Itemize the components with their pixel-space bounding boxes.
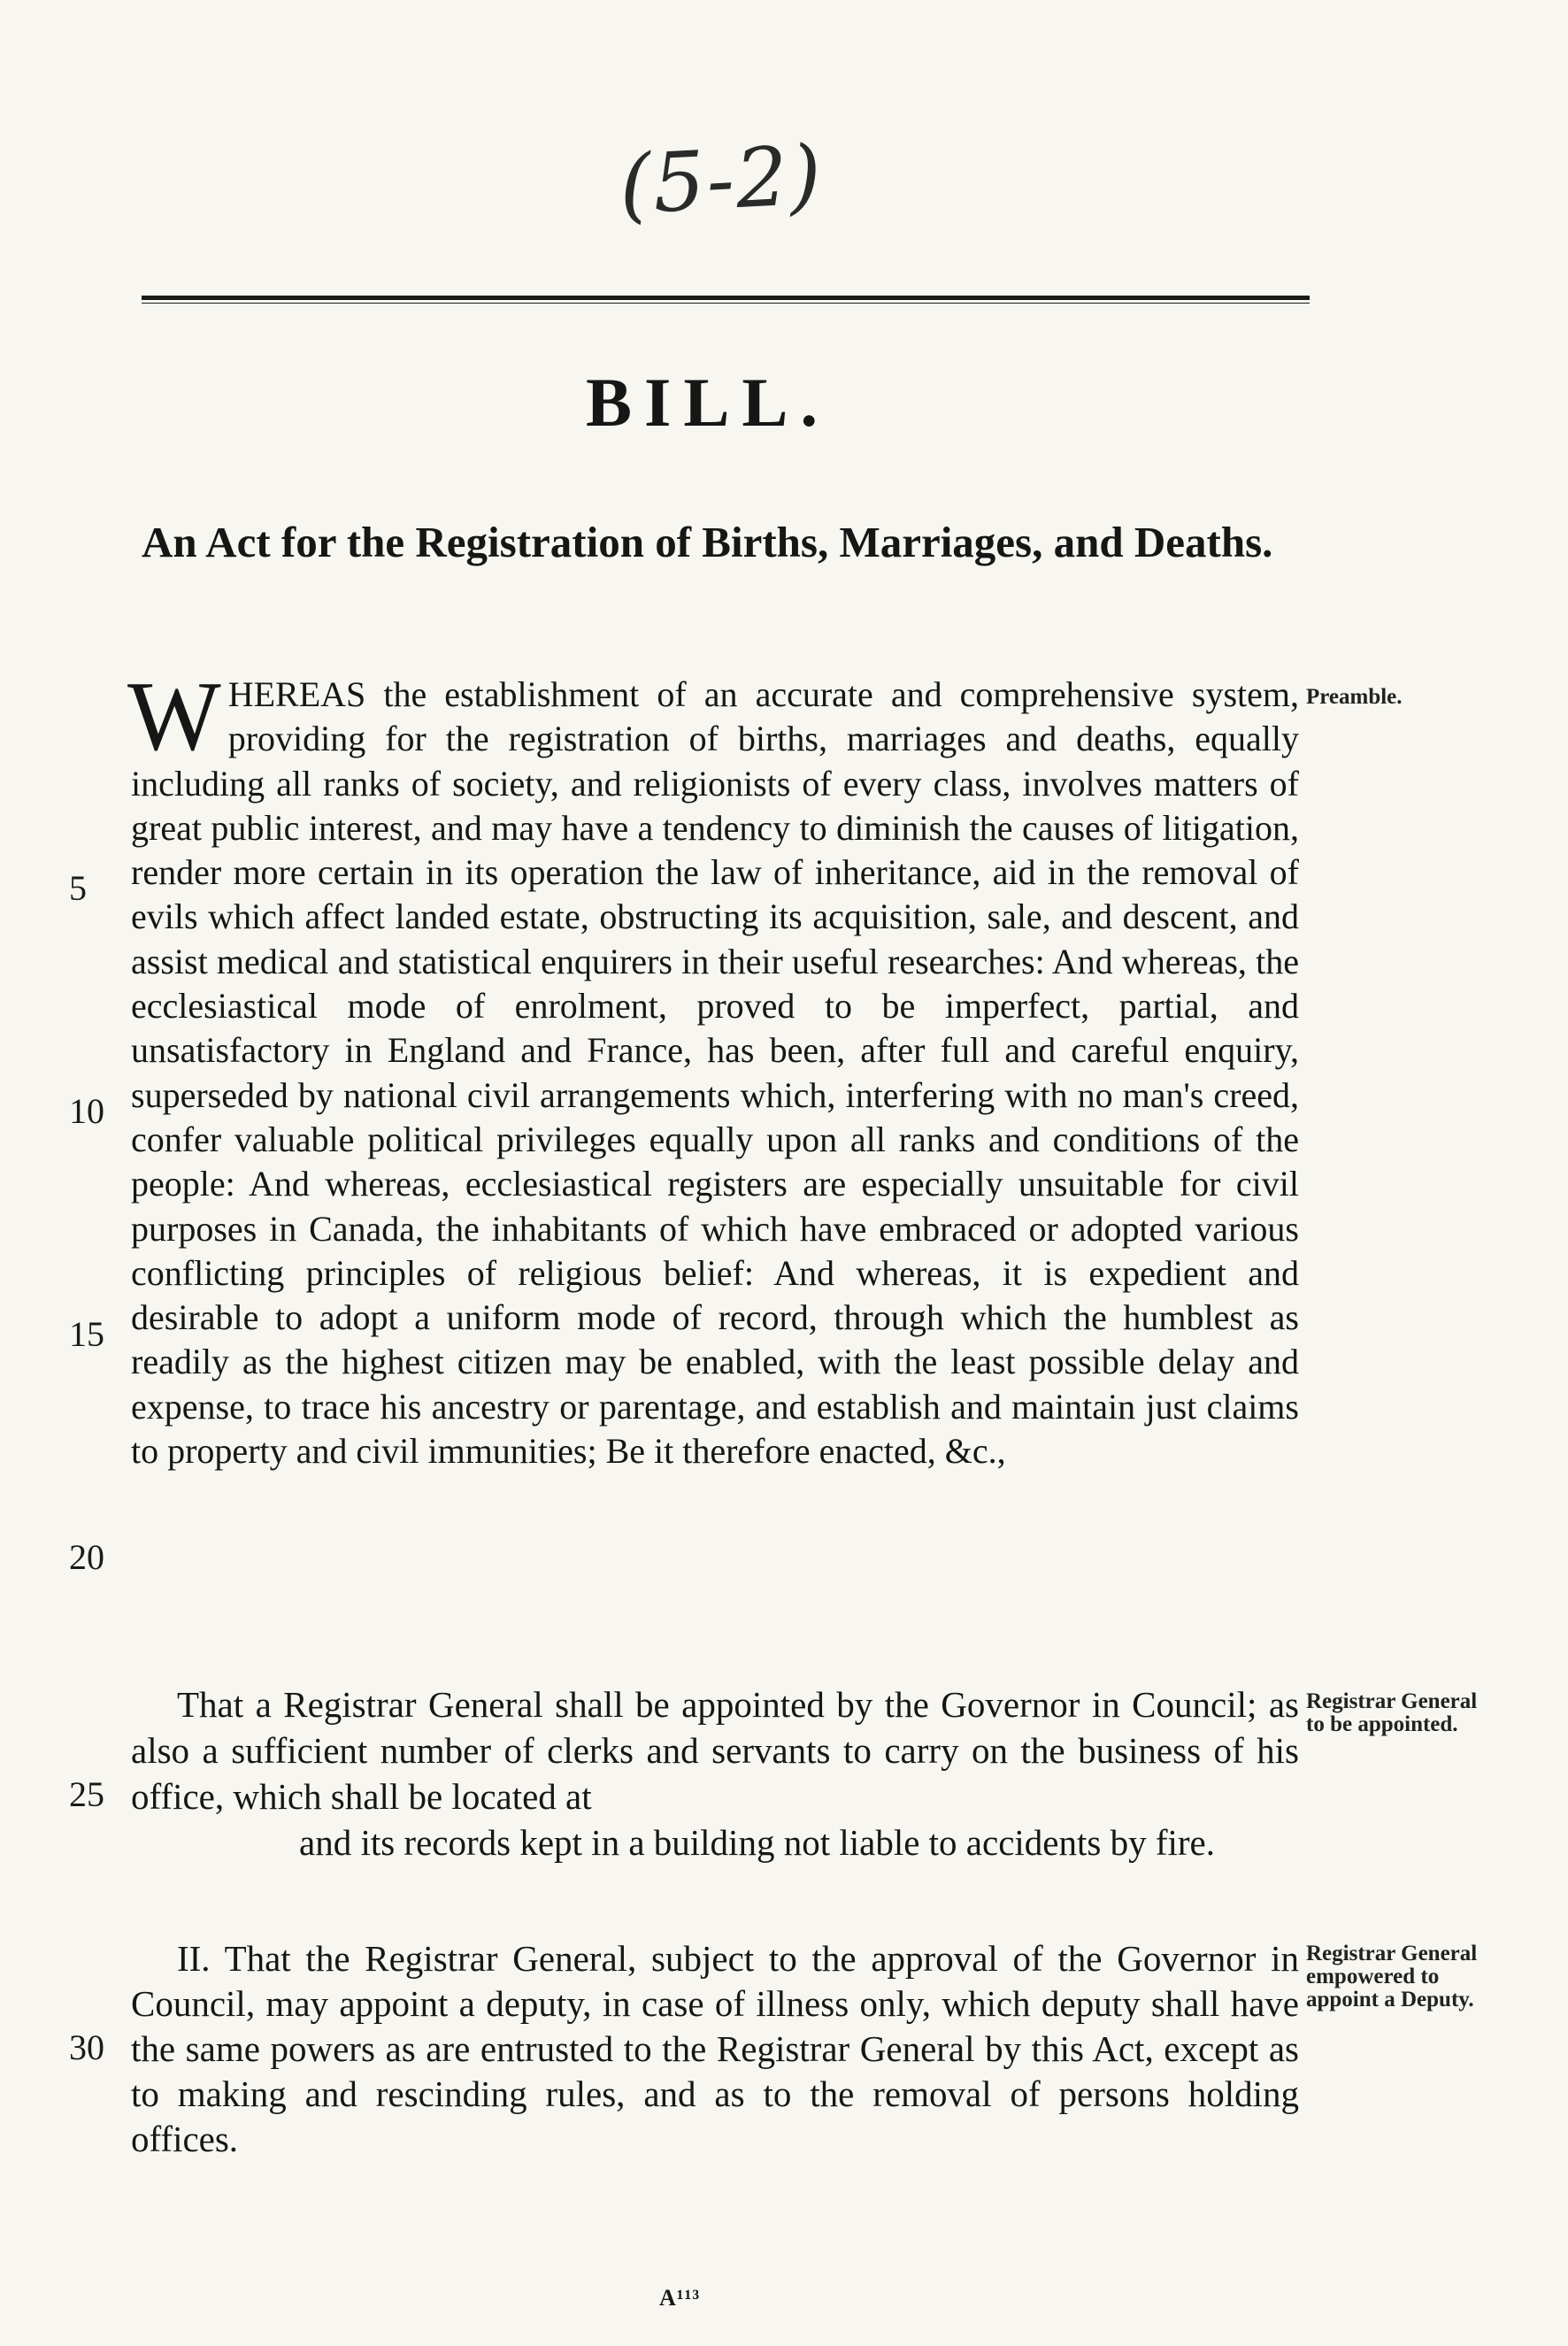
printer-signature-mark: A¹¹³ (659, 2285, 701, 2311)
bill-title: BILL. (586, 364, 830, 441)
margin-note-section-2: Registrar General empowered to appoint a Deputy. (1306, 1942, 1478, 2011)
drop-cap: W (127, 662, 221, 772)
line-number-15: 15 (69, 1314, 104, 1354)
section-2-paragraph (131, 1936, 1299, 2162)
act-title: An Act for the Registration of Births, Marriages, and Deaths. (142, 518, 1273, 566)
header-rule (142, 296, 1310, 304)
section-1-text-before: That a Registrar General shall be appointed by the Governor in Council; as also a sufficient number of clerks and servants to carry on the business of his office, which shall be located at (131, 1684, 1299, 1817)
line-number-30: 30 (69, 2027, 104, 2067)
margin-note-preamble: Preamble. (1306, 685, 1403, 709)
preamble-paragraph (127, 662, 1299, 1473)
line-number-10: 10 (69, 1091, 104, 1131)
section-2-text: That the Registrar General, subject to the approval of the Governor in Council, may appoint a deputy, in case of illness only, which deputy shall have the same powers as are entrusted to the Registrar General by this Act, except as to making and rescinding rules, and as to the removal of persons holding offices. (131, 1938, 1299, 2159)
section-2-number: II. (177, 1938, 211, 1979)
section-1-paragraph (131, 1681, 1299, 1865)
preamble-text: HEREAS the establishment of an accurate and comprehensive system, providing for the registration of births, marriages and deaths, equally including all ranks of society, and religionists of every class, involves matters of great public interest, and may have a tendency to diminish the causes of litigation, render more certain in its operation the law of inheritance, aid in the removal of evils which affect landed estate, obstructing its acquisition, sale, and descent, and assist medical and statistical enquirers in their useful researches: And whereas, the ecclesiastical mode of enrolment, proved to be imperfect, partial, and unsatisfactory in England and France, has been, after full and careful enquiry, superseded by national civil arrangements which, interfering with no man's creed, confer valuable political privileges equally upon all ranks and conditions of the people: And whereas, ecclesiastical registers are especially unsuitable for civil purposes in Canada, the inhabitants of which have embraced or adopted various conflicting principles of religious belief: And whereas, it is expedient and desirable to adopt a uniform mode of record, through which the humblest as readily as the highest citizen may be enabled, with the least possible delay and expense, to trace his ancestry or parentage, and establish and maintain just claims to property and civil immunities; Be it therefore enacted, &c., (131, 674, 1299, 1472)
line-number-5: 5 (69, 868, 87, 908)
line-number-25: 25 (69, 1774, 104, 1814)
section-1-text-after: and its records kept in a building not liable to accidents by fire. (299, 1822, 1215, 1863)
line-number-20: 20 (69, 1537, 104, 1577)
handwritten-page-number: (5-2) (617, 127, 826, 233)
margin-note-section-1: Registrar General to be appointed. (1306, 1689, 1478, 1736)
